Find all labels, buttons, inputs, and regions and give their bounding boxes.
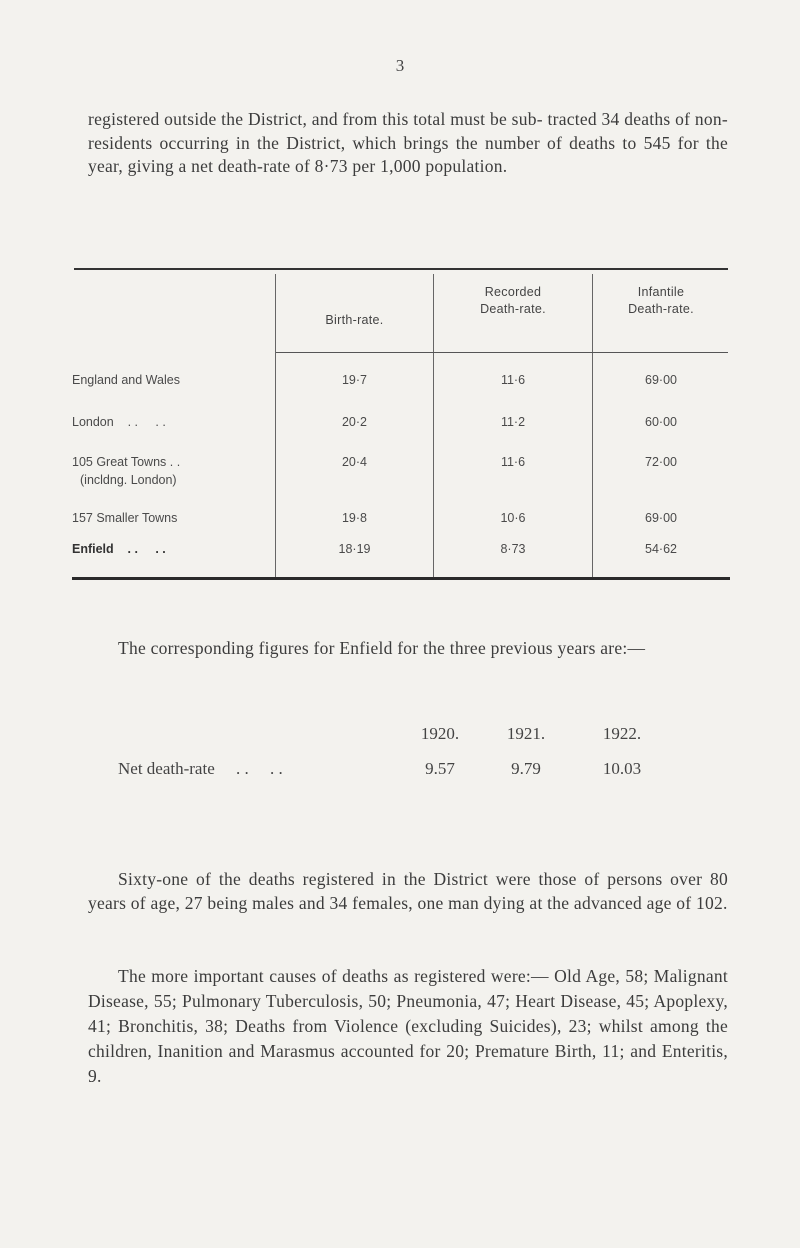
paragraph-causes-of-death: The more important causes of deaths as registered were:— Old Age, 58; Malignant Disease, 55; Pulmonary Tuberculosis, 50; Pneumonia, 47; Heart Disease, 45; Apoplexy, 41; Bronchitis, 38; Deaths from Violence (excluding Suicides), 23; whilst among the children, Inanition and Marasmus accounted for 20; Premature Birth, 11; and Enteritis, 9. [88,966,728,1086]
row-label: 105 Great Towns . . [72,455,181,469]
year-header: 1922. [602,724,642,743]
header-rule [276,352,728,353]
infantile-rate-value: 69·00 [645,511,677,525]
birth-rate-value: 20·4 [341,455,368,469]
infantile-rate-value: 54·62 [645,542,677,556]
row-label: London . . . . [72,415,166,429]
row-label: 157 Smaller Towns [72,511,178,525]
net-death-rate-value: 9.79 [511,759,541,778]
net-death-rate-value: 10.03 [602,759,642,778]
row-label: England and Wales [72,373,180,387]
infantile-rate-value: 60·00 [645,415,677,429]
death-rate-value: 11·6 [500,373,526,387]
header-infantile-death-rate [593,284,729,318]
year-header: 1921. [506,724,546,743]
rates-table [72,268,730,580]
year-header: 1920. [420,724,460,743]
death-rate-value: 10·6 [500,511,526,525]
birth-rate-value: 18·19 [338,542,371,556]
table-top-rule [74,268,728,270]
header-infantile-line2: Death-rate. [628,302,694,316]
table-bottom-rule [72,577,730,580]
birth-rate-value: 19·8 [341,511,368,525]
death-rate-value: 11·2 [500,415,526,429]
death-rate-value: 11·6 [500,455,526,469]
birth-rate-value: 20·2 [341,415,368,429]
net-death-rate-label: Net death-rate . . . . [118,759,283,778]
row-label: Enfield . . . . [72,542,166,556]
death-rate-value: 8·73 [500,542,526,556]
paragraph-previous-years: The corresponding figures for Enfield for the three previous years are:— [118,638,646,658]
header-recorded-death-rate [434,284,592,318]
infantile-rate-value: 69·00 [645,373,677,387]
infantile-rate-value: 72·00 [645,455,677,469]
row-label-note: (incldng. London) [80,473,177,487]
page-number: 3 [395,56,405,75]
paragraph-death-count: registered outside the District, and from this total must be sub- tracted 34 deaths of non-residents occurring in the District, which brings the number of deaths to 545 for the year, giving a net death-rate of 8·73 per 1,000 population. [88,109,728,176]
header-birth-rate: Birth-rate. [325,313,384,327]
header-recorded-line1: Recorded [484,285,542,299]
birth-rate-value: 19·7 [341,373,368,387]
header-recorded-line2: Death-rate. [480,302,546,316]
net-death-rate-value: 9.57 [425,759,455,778]
paragraph-elderly-deaths: Sixty-one of the deaths registered in the District were those of persons over 80 years of age, 27 being males and 34 females, one man dying at the advanced age of 102. [88,869,728,913]
header-infantile-line1: Infantile [637,285,685,299]
